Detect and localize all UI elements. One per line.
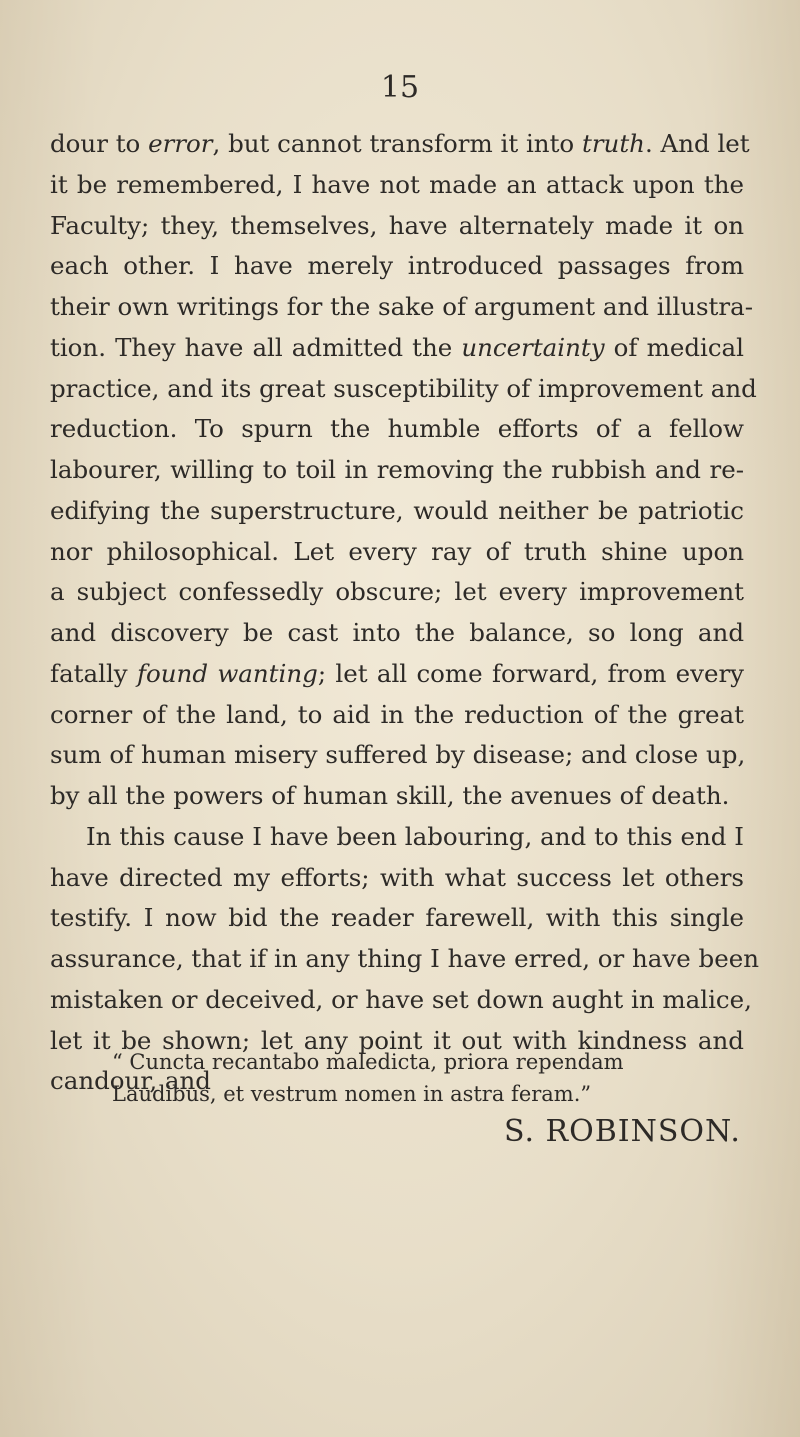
quote-line-1: “ Cuncta recantabo maledicta, priora rependam bbox=[112, 1050, 624, 1074]
text-line: Faculty; they, themselves, have alternately made it on bbox=[50, 210, 744, 240]
text-line: mistaken or deceived, or have set down aught in malice, bbox=[50, 984, 752, 1014]
text-line: dour to error, but cannot transform it into truth. And let bbox=[50, 129, 750, 158]
author-signature: S. ROBINSON. bbox=[504, 1114, 741, 1149]
text-line: testify. I now bid the reader farewell, with this single bbox=[50, 903, 744, 933]
body-text bbox=[50, 124, 759, 1102]
text-line: edifying the superstructure, would neither be patriotic bbox=[50, 495, 744, 525]
text-line: fatally found wanting; let all come forward, from every bbox=[50, 658, 744, 688]
text-line: practice, and its great susceptibility of improvement and bbox=[50, 373, 757, 403]
text-line: have directed my efforts; with what success let others bbox=[50, 862, 744, 892]
quote-line-2: Laudibus, et vestrum nomen in astra feram.” bbox=[112, 1082, 592, 1106]
text-line: In this cause I have been labouring, and to this end I bbox=[86, 821, 744, 851]
text-line: a subject confessedly obscure; let every improvement bbox=[50, 577, 744, 607]
text-line: corner of the land, to aid in the reduction of the great bbox=[50, 699, 744, 729]
text-line: and discovery be cast into the balance, so long and bbox=[50, 618, 744, 647]
text-line: reduction. To spurn the humble efforts of a fellow bbox=[50, 414, 744, 444]
latin-quotation bbox=[112, 1046, 712, 1110]
text-line: by all the powers of human skill, the avenues of death. bbox=[50, 781, 730, 810]
text-line: labourer, willing to toil in removing the rubbish and re- bbox=[50, 455, 744, 484]
text-line: sum of human misery suffered by disease; and close up, bbox=[50, 740, 746, 770]
page-number: 15 bbox=[380, 70, 420, 105]
text-line: tion. They have all admitted the uncertainty of medical bbox=[50, 332, 744, 362]
text-line: assurance, that if in any thing I have erred, or have been bbox=[50, 944, 759, 973]
text-line: candour, and bbox=[50, 1066, 211, 1096]
text-line: each other. I have merely introduced passages from bbox=[50, 251, 744, 281]
text-line: let it be shown; let any point it out with kindness and bbox=[50, 1025, 744, 1055]
text-line: it be remembered, I have not made an attack upon the bbox=[50, 169, 744, 199]
text-line: nor philosophical. Let every ray of truth shine upon bbox=[50, 536, 744, 566]
text-line: their own writings for the sake of argument and illustra- bbox=[50, 292, 753, 321]
